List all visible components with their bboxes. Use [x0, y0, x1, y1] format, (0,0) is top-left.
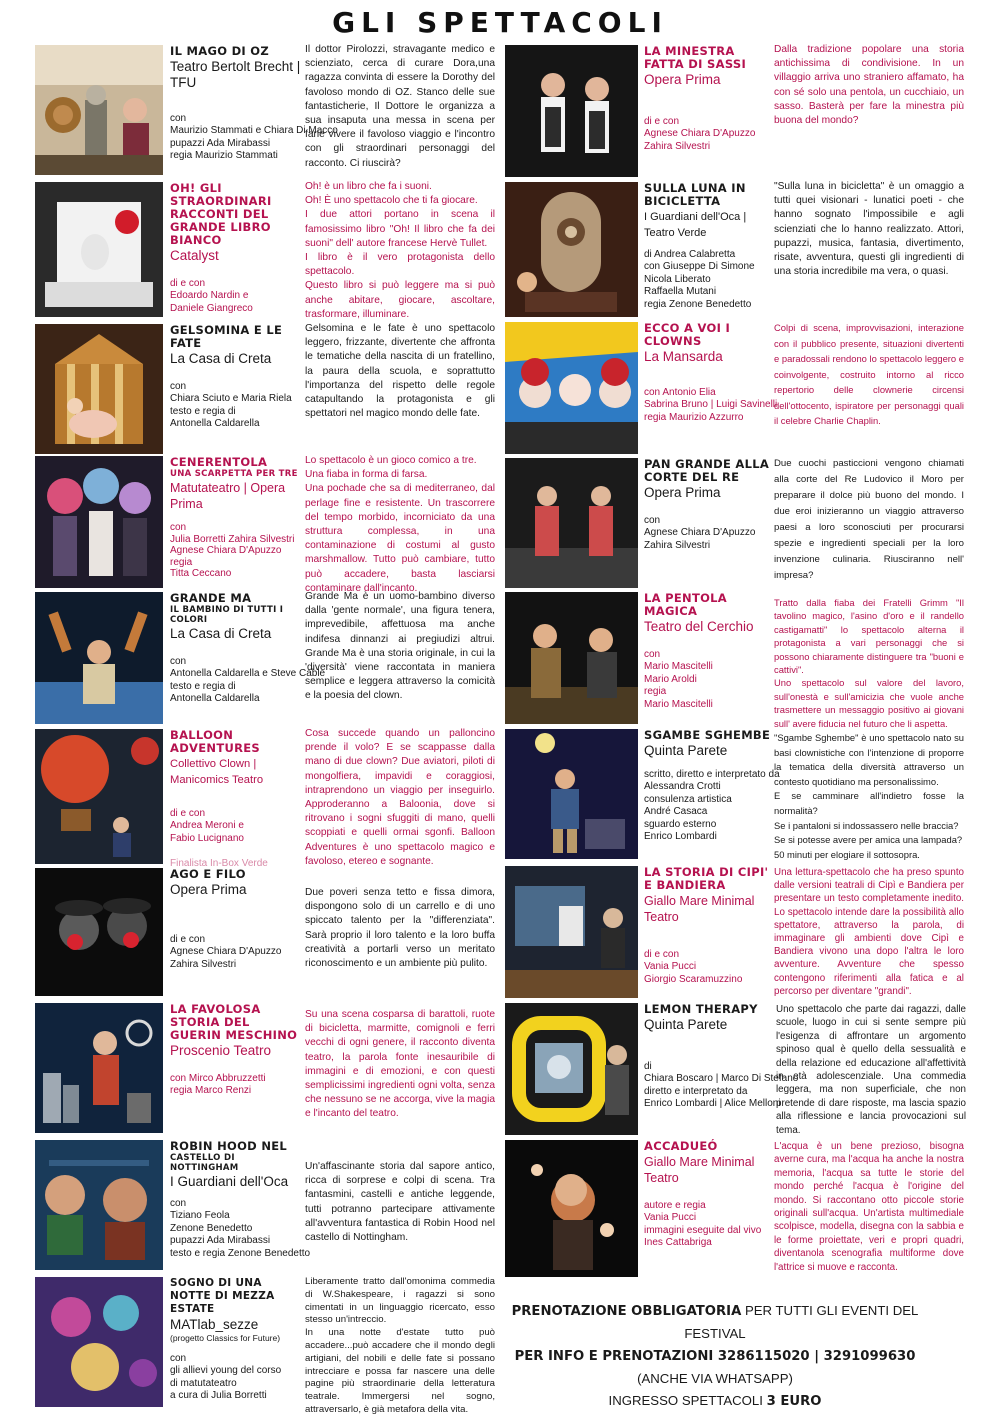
credit-line: di e con	[170, 278, 206, 289]
credit-line: regia Marco Renzi	[170, 1085, 252, 1097]
show-company: La Casa di Creta	[170, 626, 272, 641]
show-company: Quinta Parete	[644, 743, 728, 758]
credit-line: Enrico Lombardi | Alice Melloni	[644, 1098, 781, 1110]
show-title: LA MINESTRA FATTA DI SASSI	[644, 44, 747, 71]
show-description	[305, 886, 495, 996]
show-info	[644, 458, 774, 588]
description-text: Questo libro si può leggere ma si può anche abitare, giocare, ascoltare, trasformare, illuminare.	[305, 280, 495, 320]
page-title: GLI SPETTACOLI	[332, 6, 668, 39]
show-photo	[505, 729, 638, 859]
credit-line: di	[644, 1061, 652, 1072]
credit-line: Antonella Caldarella	[170, 693, 260, 705]
credit-line: con	[644, 515, 661, 526]
show-photo	[505, 592, 638, 724]
show-info	[644, 1002, 799, 1135]
description-text: Una fiaba in forma di farsa.	[305, 469, 428, 481]
credit-line: Zenone Benedetto	[170, 1222, 253, 1234]
credit-line: Vania Pucci	[644, 961, 697, 973]
show-company: Teatro del Cerchio	[644, 619, 754, 634]
show-company: Quinta Parete	[644, 1017, 728, 1032]
show-company: Collettivo Clown | Manicomics Teatro	[170, 758, 264, 786]
show-info	[170, 728, 305, 869]
credit-line: Chiara Sciuto e Maria Riela	[170, 393, 292, 405]
title-sub: CASTELLO DI NOTTINGHAM	[170, 1153, 239, 1173]
show-company: Opera Prima	[644, 72, 721, 87]
description-text: In una notte d'estate tutto può accadere...può accadere che il mondo degli artigiani, del nobili e delle fate si possano intrecciare e possa far nascere una delle pagine più straordinarie della letteratura teatrale. Immergersi nel sogno, attraversarlo, è già metafora della vita.	[305, 1327, 495, 1415]
show-photo	[505, 45, 638, 177]
show-photo	[35, 182, 163, 317]
show-info	[644, 182, 774, 317]
show-title: AGO E FILO	[170, 867, 246, 881]
show-info	[170, 1139, 311, 1270]
credit-line: consulenza artistica	[644, 793, 732, 805]
show-company: La Mansarda	[644, 349, 723, 364]
show-description	[305, 43, 495, 173]
show-info	[170, 868, 305, 996]
credit-line: con	[170, 113, 187, 124]
credit-line: Chiara Boscaro | Marco Di Stefano	[644, 1073, 799, 1085]
credit-line: con Giuseppe Di Simone	[644, 261, 755, 273]
description-text: "Sgambe Sghembe" è uno spettacolo nato su basi clownistiche con l'intenzione di proporre la tematica della diversità attraverso un contesto quotidiano ma personalissimo.	[774, 732, 964, 787]
award-note: Finalista In-Box Verde	[170, 857, 268, 869]
show-info	[170, 44, 338, 175]
show-description	[774, 1140, 964, 1280]
description-text: 50 minuti per elogiare il sottosopra.	[774, 848, 920, 860]
show-description	[305, 727, 495, 867]
show-company: Opera Prima	[644, 485, 721, 500]
description-text: Dalla tradizione popolare una storia antichissima di condivisione. In un villaggio arriva uno straniero affamato, ha con sé solo una pentola, un cucchiaio, un sasso. Basterà per fare la minestra più buona del mondo?	[774, 44, 964, 127]
show-info	[644, 45, 769, 177]
credit-line: gli allievi young del corso	[170, 1365, 282, 1377]
credit-line: testo e regia di	[170, 405, 236, 417]
description-text: Il dottor Pirolozzi, stravagante medico e scienziato, cerca di curare Dora,una ragazza convinta di essere la Dorothy del favoloso mondo di OZ. Stanco delle sue fantasticherie, Il Dottore le organizza a sua insaputa una messa in scena per farle vivere il favoloso viaggio e l'incontro con gli straordinari personaggi del racconto. Ci riuscirà?	[305, 44, 495, 169]
credit-line: sguardo esterno	[644, 818, 717, 830]
show-info	[170, 324, 305, 454]
credit-line: diretto e interpretato da	[644, 1085, 748, 1097]
show-company: I Guardiani dell'Oca | Teatro Verde	[644, 211, 747, 239]
credit-line: con	[170, 656, 187, 667]
description-text: Una pochade che sa di mediterraneo, dal perlage fine e resistente. Un trascorrere del tempo morbido, incorniciato da una struttura complessa, in una contaminazione di costumi al gusto marshmallow. Tutto può cambiare, tutto può accadere, basta lasciarsi contaminare dall'incanto.	[305, 483, 495, 594]
show-photo	[35, 45, 163, 175]
credit-line: di matutateatro	[170, 1377, 237, 1389]
contact-note: (ANCHE VIA WHATSAPP)	[637, 1371, 793, 1386]
description-text: Una lettura-spettacolo che ha preso spunto dalle versioni teatrali di Cipì e Bandiera per presentare un testo completamente inedito. Lo spettacolo intende dare la possibilità allo spettatore, attraverso la parola, di immaginare gli ambienti dove Cipì e Bandiera vivono una dopo l'altra le loro avventure. Avventure che spesso contengono riferimenti alla fatica e al percorso per diventare "grandi".	[774, 867, 964, 997]
credit-line: di e con	[644, 116, 680, 127]
show-title: LA STORIA DI CIPI' E BANDIERA	[644, 865, 769, 892]
credit-line: Agnese Chiara D'Apuzzo	[644, 128, 756, 140]
credit-line: con Antonio Elia	[644, 387, 716, 398]
title-sub: IL BAMBINO DI TUTTI I COLORI	[170, 605, 284, 625]
credit-line: scritto, diretto e interpretato da	[644, 769, 780, 780]
description-text: Grande Ma è un uomo-bambino diverso dalla 'gente normale', una figura tenera, imprevedibile, affettuosa ma anche indifesa dinnanzi ai pregiudizi altrui. Grande Ma è una storia originale, in cui la 'diversità' viene raccontata in maniera semplice e leggera attraverso la comicità e la poesia del clown.	[305, 591, 495, 702]
credit-line: Zahira Silvestri	[644, 140, 711, 152]
show-title	[170, 456, 305, 479]
title-main: GRANDE MA	[170, 591, 252, 605]
description-text: Se i pantaloni si indossassero nelle braccia?	[774, 819, 959, 831]
show-info	[170, 456, 305, 588]
title-sub: UNA SCARPETTA PER TRE	[170, 469, 298, 479]
credit-line: Andrea Meroni e	[170, 820, 244, 832]
credit-line: con Mirco Abbruzzetti	[170, 1073, 266, 1084]
credit-line: con	[170, 381, 187, 392]
credit-line: Ines Cattabriga	[644, 1237, 712, 1249]
price-value: 3 EURO	[766, 1394, 822, 1409]
description-text: I libro è il vero protagonista dello spettacolo.	[305, 252, 495, 278]
company-note: (progetto Classics for Future)	[170, 1333, 281, 1343]
show-info	[170, 591, 326, 724]
credit-line: con	[170, 1198, 187, 1209]
show-description	[774, 866, 964, 998]
contact-phones: PER INFO E PRENOTAZIONI 3286115020 | 3291099630	[514, 1349, 916, 1364]
description-text: L'acqua è un bene prezioso, bisogna averne cura, ma l'acqua ha anche la nostra memoria, l'acqua sa tutte le storie del mondo perché l'acqua è l'origine del mondo. Si raccontano otto piccole storie originali sull'acqua. Un'artista multimediale scolpisce, modella, disegna con la sabbia e le forme proiettate, veri e propri quadri, diventanola scenografia multiforme dove l'attrice si muove e racconta.	[774, 1141, 964, 1273]
show-info	[170, 1277, 305, 1407]
show-description	[774, 43, 964, 173]
credit-line: di Andrea Calabretta	[644, 249, 736, 260]
credit-line: pupazzi Ada Mirabassi	[170, 1235, 271, 1247]
show-title: LA PENTOLA MAGICA	[644, 591, 727, 618]
show-description	[305, 1160, 495, 1270]
credit-line: Mario Mascitelli	[644, 698, 713, 710]
credit-line: a cura di Julia Borretti	[170, 1390, 267, 1402]
show-info	[644, 728, 780, 864]
show-photo	[35, 456, 163, 588]
credit-line: di e con	[170, 934, 206, 945]
show-title: BALLOON ADVENTURES	[170, 728, 261, 755]
credit-line: Titta Ceccano	[170, 568, 232, 579]
show-company: MATlab_sezze	[170, 1317, 259, 1332]
show-description	[774, 731, 964, 861]
credit-line: André Casaca	[644, 806, 708, 818]
booking-info	[500, 1300, 930, 1413]
credit-line: testo e regia di	[170, 680, 236, 692]
show-photo	[505, 1003, 638, 1135]
description-text: Oh! è un libro che fa i suoni.	[305, 181, 432, 192]
show-title	[170, 1140, 305, 1173]
show-company: I Guardiani dell'Oca	[170, 1174, 289, 1189]
show-company: Opera Prima	[170, 882, 247, 897]
show-photo	[35, 868, 163, 996]
title-main: CENERENTOLA	[170, 455, 268, 469]
credit-line: Edoardo Nardin e	[170, 290, 249, 302]
description-text: Tratto dalla fiaba dei Fratelli Grimm "Il tavolino magico, l'asino d'oro e il randello castigamatti" lo spettacolo alterna il protagonista a vari personaggi che si possono chiaramente distinguere tra "buoni e cattivi".	[774, 597, 964, 676]
credit-line: Agnese Chiara D'Apuzzo	[644, 527, 756, 539]
description-text: "Sulla luna in bicicletta" è un omaggio a tutti quei visionari - lunatici poeti - che hanno sognato l'impossibile e agli scienziati che lo hanno realizzato. Attori, pupazzi, musica, fantasia, divertimento, risate, avventura, questi gli ingredienti di una storia incredibile ma vera, o quasi.	[774, 181, 964, 278]
show-company: Proscenio Teatro	[170, 1043, 272, 1058]
credit-line: Giorgio Scaramuzzino	[644, 973, 743, 985]
credit-line: regia Zenone Benedetto	[644, 298, 752, 310]
show-title: LA FAVOLOSA STORIA DEL GUERIN MESCHINO	[170, 1002, 298, 1042]
credit-line: Mario Mascitelli	[644, 661, 713, 673]
show-title: PAN GRANDE ALLA CORTE DEL RE	[644, 457, 770, 484]
show-photo	[35, 1140, 163, 1270]
credit-line: Zahira Silvestri	[644, 539, 711, 551]
credit-line: immagini eseguite dal vivo	[644, 1224, 762, 1236]
show-photo	[35, 1003, 163, 1133]
credit-line: Daniele Giangreco	[170, 302, 253, 314]
description-text: Uno spettacolo che parte dai ragazzi, dalle scuole, luogo in cui si sente sempre più l'esigenza di affrontare un argomento spinoso qual è quello della sessualità e della relazione ed educazione all'affettività in età adolescenziale. Una commedia leggera, ma non superficiale, che non pretende di dare risposte, ma lascia spazio alla riflessione e lancia provocazioni sul tema.	[776, 1004, 966, 1136]
show-company: Catalyst	[170, 248, 219, 263]
description-text: E se camminare all'indietro fosse la normalità?	[774, 790, 964, 816]
credit-line: regia Maurizio Azzurro	[644, 411, 744, 423]
show-photo	[505, 1140, 638, 1277]
show-description	[305, 590, 495, 720]
booking-required: PRENOTAZIONE OBBLIGATORIA	[511, 1304, 742, 1319]
credit-line: autore e regia	[644, 1200, 706, 1211]
show-title: LEMON THERAPY	[644, 1002, 758, 1016]
contact-line	[500, 1345, 930, 1390]
description-text: Colpi di scena, improvvisazioni, interazione con il pubblico presente, situazioni divertenti e paradossali rendono lo spettacolo leggero e coinvolgente, costruito intorno al ricco repertorio delle clownerie circensi dell'ottocento, ispiratore per personaggi quali il celebre Charlie Chaplin.	[774, 322, 964, 426]
show-description	[774, 320, 964, 452]
credit-line: regia	[170, 556, 193, 568]
credit-line: Agnese Chiara D'Apuzzo	[170, 946, 282, 958]
show-company: Giallo Mare Minimal Teatro	[644, 894, 755, 924]
credit-line: con	[170, 522, 187, 533]
credit-line: Antonella Caldarella	[170, 418, 260, 430]
description-text: Due cuochi pasticcioni vengono chiamati alla corte del Re Ludovico il Moro per preparare il dolce più buono del mondo. I due eroi inizieranno un viaggio attraverso paesi a loro sconosciuti per procurarsi spezie e ingredienti speciali per la loro invenzione culinaria. Riusciranno nell' impresa?	[774, 458, 964, 581]
credit-line: con	[170, 1353, 187, 1364]
show-title: SGAMBE SGHEMBE	[644, 728, 771, 742]
credit-line: regia	[644, 686, 667, 698]
credit-line: Raffaella Mutani	[644, 286, 717, 298]
credit-line: Antonella Caldarella e Steve Cable	[170, 668, 326, 680]
show-description	[774, 180, 964, 315]
show-description	[305, 454, 495, 594]
credit-line: Alessandra Crotti	[644, 781, 721, 793]
show-company: La Casa di Creta	[170, 351, 272, 366]
credit-line: regia Maurizio Stammati	[170, 150, 278, 162]
show-info	[644, 866, 774, 998]
show-title: IL MAGO DI OZ	[170, 44, 270, 58]
show-photo	[505, 322, 638, 454]
show-description	[305, 1276, 495, 1415]
credit-line: di e con	[170, 808, 206, 819]
show-photo	[35, 324, 163, 454]
credit-line: Vania Pucci	[644, 1212, 697, 1224]
show-photo	[35, 592, 163, 724]
credit-line: Zahira Silvestri	[170, 958, 237, 970]
show-title: GELSOMINA E LE FATE	[170, 323, 283, 350]
show-photo	[505, 458, 638, 588]
show-title	[170, 592, 305, 625]
credit-line: Nicola Liberato	[644, 273, 711, 285]
description-text: Gelsomina e le fate è uno spettacolo leggero, frizzante, divertente che affronta le tematiche della nascita di un fratellino, la paura della scuola, e soprattutto l'importanza del rispetto delle regole catapultando la protagonista e gli spettatori nel magico mondo delle fate.	[305, 323, 495, 420]
credit-line: Agnese Chiara D'Apuzzo	[170, 545, 282, 556]
show-info	[644, 592, 774, 724]
credit-line: con	[644, 649, 661, 660]
booking-scope: PER TUTTI GLI EVENTI DEL FESTIVAL	[684, 1303, 919, 1341]
show-company: Giallo Mare Minimal Teatro	[644, 1155, 755, 1185]
show-photo	[35, 729, 163, 864]
credit-line: di e con	[644, 949, 680, 960]
description-text: Un'affascinante storia dal sapore antico, ricca di sorprese e colpi di scena. Tra fantasmini, castelli e antiche leggende, tutti potranno partecipare attivamente all'avventura fantastica di Robin Hood nel castello di Nottingham.	[305, 1161, 495, 1244]
credit-line: pupazzi Ada Mirabassi	[170, 137, 271, 149]
show-title: ACCADUEÓ	[644, 1139, 718, 1153]
show-info	[644, 321, 778, 454]
description-text: Lo spettacolo è un gioco comico a tre.	[305, 455, 477, 466]
description-text: I due attori portano in scena il famosissimo libro "Oh! Il libro che fa dei suoni" dell' autore francese Hervè Tullet.	[305, 209, 495, 249]
price-line	[500, 1390, 930, 1413]
show-description	[305, 180, 495, 320]
description-text: Uno spettacolo sul valore del lavoro, sull'onestà e sull'amicizia che vuole anche trasmettere un messaggio positivo ai giovani sull' avere fiducia nel futuro che li aspetta.	[774, 677, 964, 729]
show-info	[644, 1140, 774, 1277]
show-title: SULLA LUNA IN BICICLETTA	[644, 181, 746, 208]
credit-line: Enrico Lombardi	[644, 831, 717, 843]
description-text: Su una scena cosparsa di barattoli, ruote di bicicletta, marmitte, comignoli e ferri vecchi di ogni genere, il racconto diventa teatro, la parola fonte inesauribile di immagini e di emozioni, e con questi semplicissimi ingredienti ogni volta, senza che nessuno se ne accorga, vive la magia e l'incanto del teatro.	[305, 1009, 495, 1120]
show-description	[305, 1008, 495, 1133]
show-description	[774, 596, 964, 729]
description-text: Oh! È uno spettacolo che ti fa giocare.	[305, 195, 478, 207]
credit-line: Julia Borretti Zahira Silvestri	[170, 533, 295, 545]
price-label: INGRESSO SPETTACOLI	[608, 1393, 767, 1408]
show-photo	[505, 182, 638, 317]
credit-line: Mario Aroldi	[644, 673, 697, 685]
show-info	[170, 182, 305, 317]
show-photo	[35, 1277, 163, 1407]
credit-line	[170, 845, 305, 857]
credit-line: Maurizio Stammati e Chiara Di Macco	[170, 125, 338, 137]
description-text: Liberamente tratto dall'omonima commedia di W.Shakespeare, i ragazzi si sono cimentati in un linguaggio ricercato, esso stesso un'intreccio.	[305, 1276, 495, 1326]
booking-line	[500, 1300, 930, 1345]
credit-line: Fabio Lucignano	[170, 832, 244, 844]
show-description	[774, 456, 964, 588]
description-text: Due poveri senza tetto e fissa dimora, dispongono solo di un carrello e di uno spiccato talento per la "differenziata". Sarà proprio il loro talento e la loro buffa creatività a portarli verso un meritato riconoscimento e un ambiente più pulito.	[305, 887, 495, 970]
description-text: Cosa succede quando un palloncino prende il volo? E se scappasse dalla mano di due clown? Due aviatori, piloti di mongolfiera, impavidi e coraggiosi, intraprendono un viaggio per inseguirlo. Approderanno a Baloonia, dove si ritrovano i sogni sfuggiti di mano, quelli scoppiati e quelli ormai sgonfi. Balloon Adventures è uno spettacolo magico e favoloso, etereo e sognante.	[305, 728, 495, 867]
show-description	[305, 322, 495, 452]
show-title: OH! GLI STRAORDINARI RACCONTI DEL GRANDE LIBRO BIANCO	[170, 181, 272, 247]
credit-line: Sabrina Bruno | Luigi Savinelli	[644, 399, 778, 411]
show-description	[776, 1003, 966, 1135]
show-photo	[505, 866, 638, 998]
title-main: ROBIN HOOD NEL	[170, 1139, 288, 1153]
credit-line: testo e regia Zenone Benedetto	[170, 1247, 311, 1259]
show-company: Matutateatro | Opera Prima	[170, 481, 286, 511]
show-company: Teatro Bertolt Brecht | TFU	[170, 59, 301, 90]
show-title: SOGNO DI UNA NOTTE DI MEZZA ESTATE	[170, 1277, 275, 1315]
description-text: Se si potesse avere per amica una lampada?	[774, 834, 963, 846]
show-info	[170, 1003, 305, 1133]
show-title: ECCO A VOI I CLOWNS	[644, 321, 731, 348]
credit-line: Tiziano Feola	[170, 1210, 230, 1222]
